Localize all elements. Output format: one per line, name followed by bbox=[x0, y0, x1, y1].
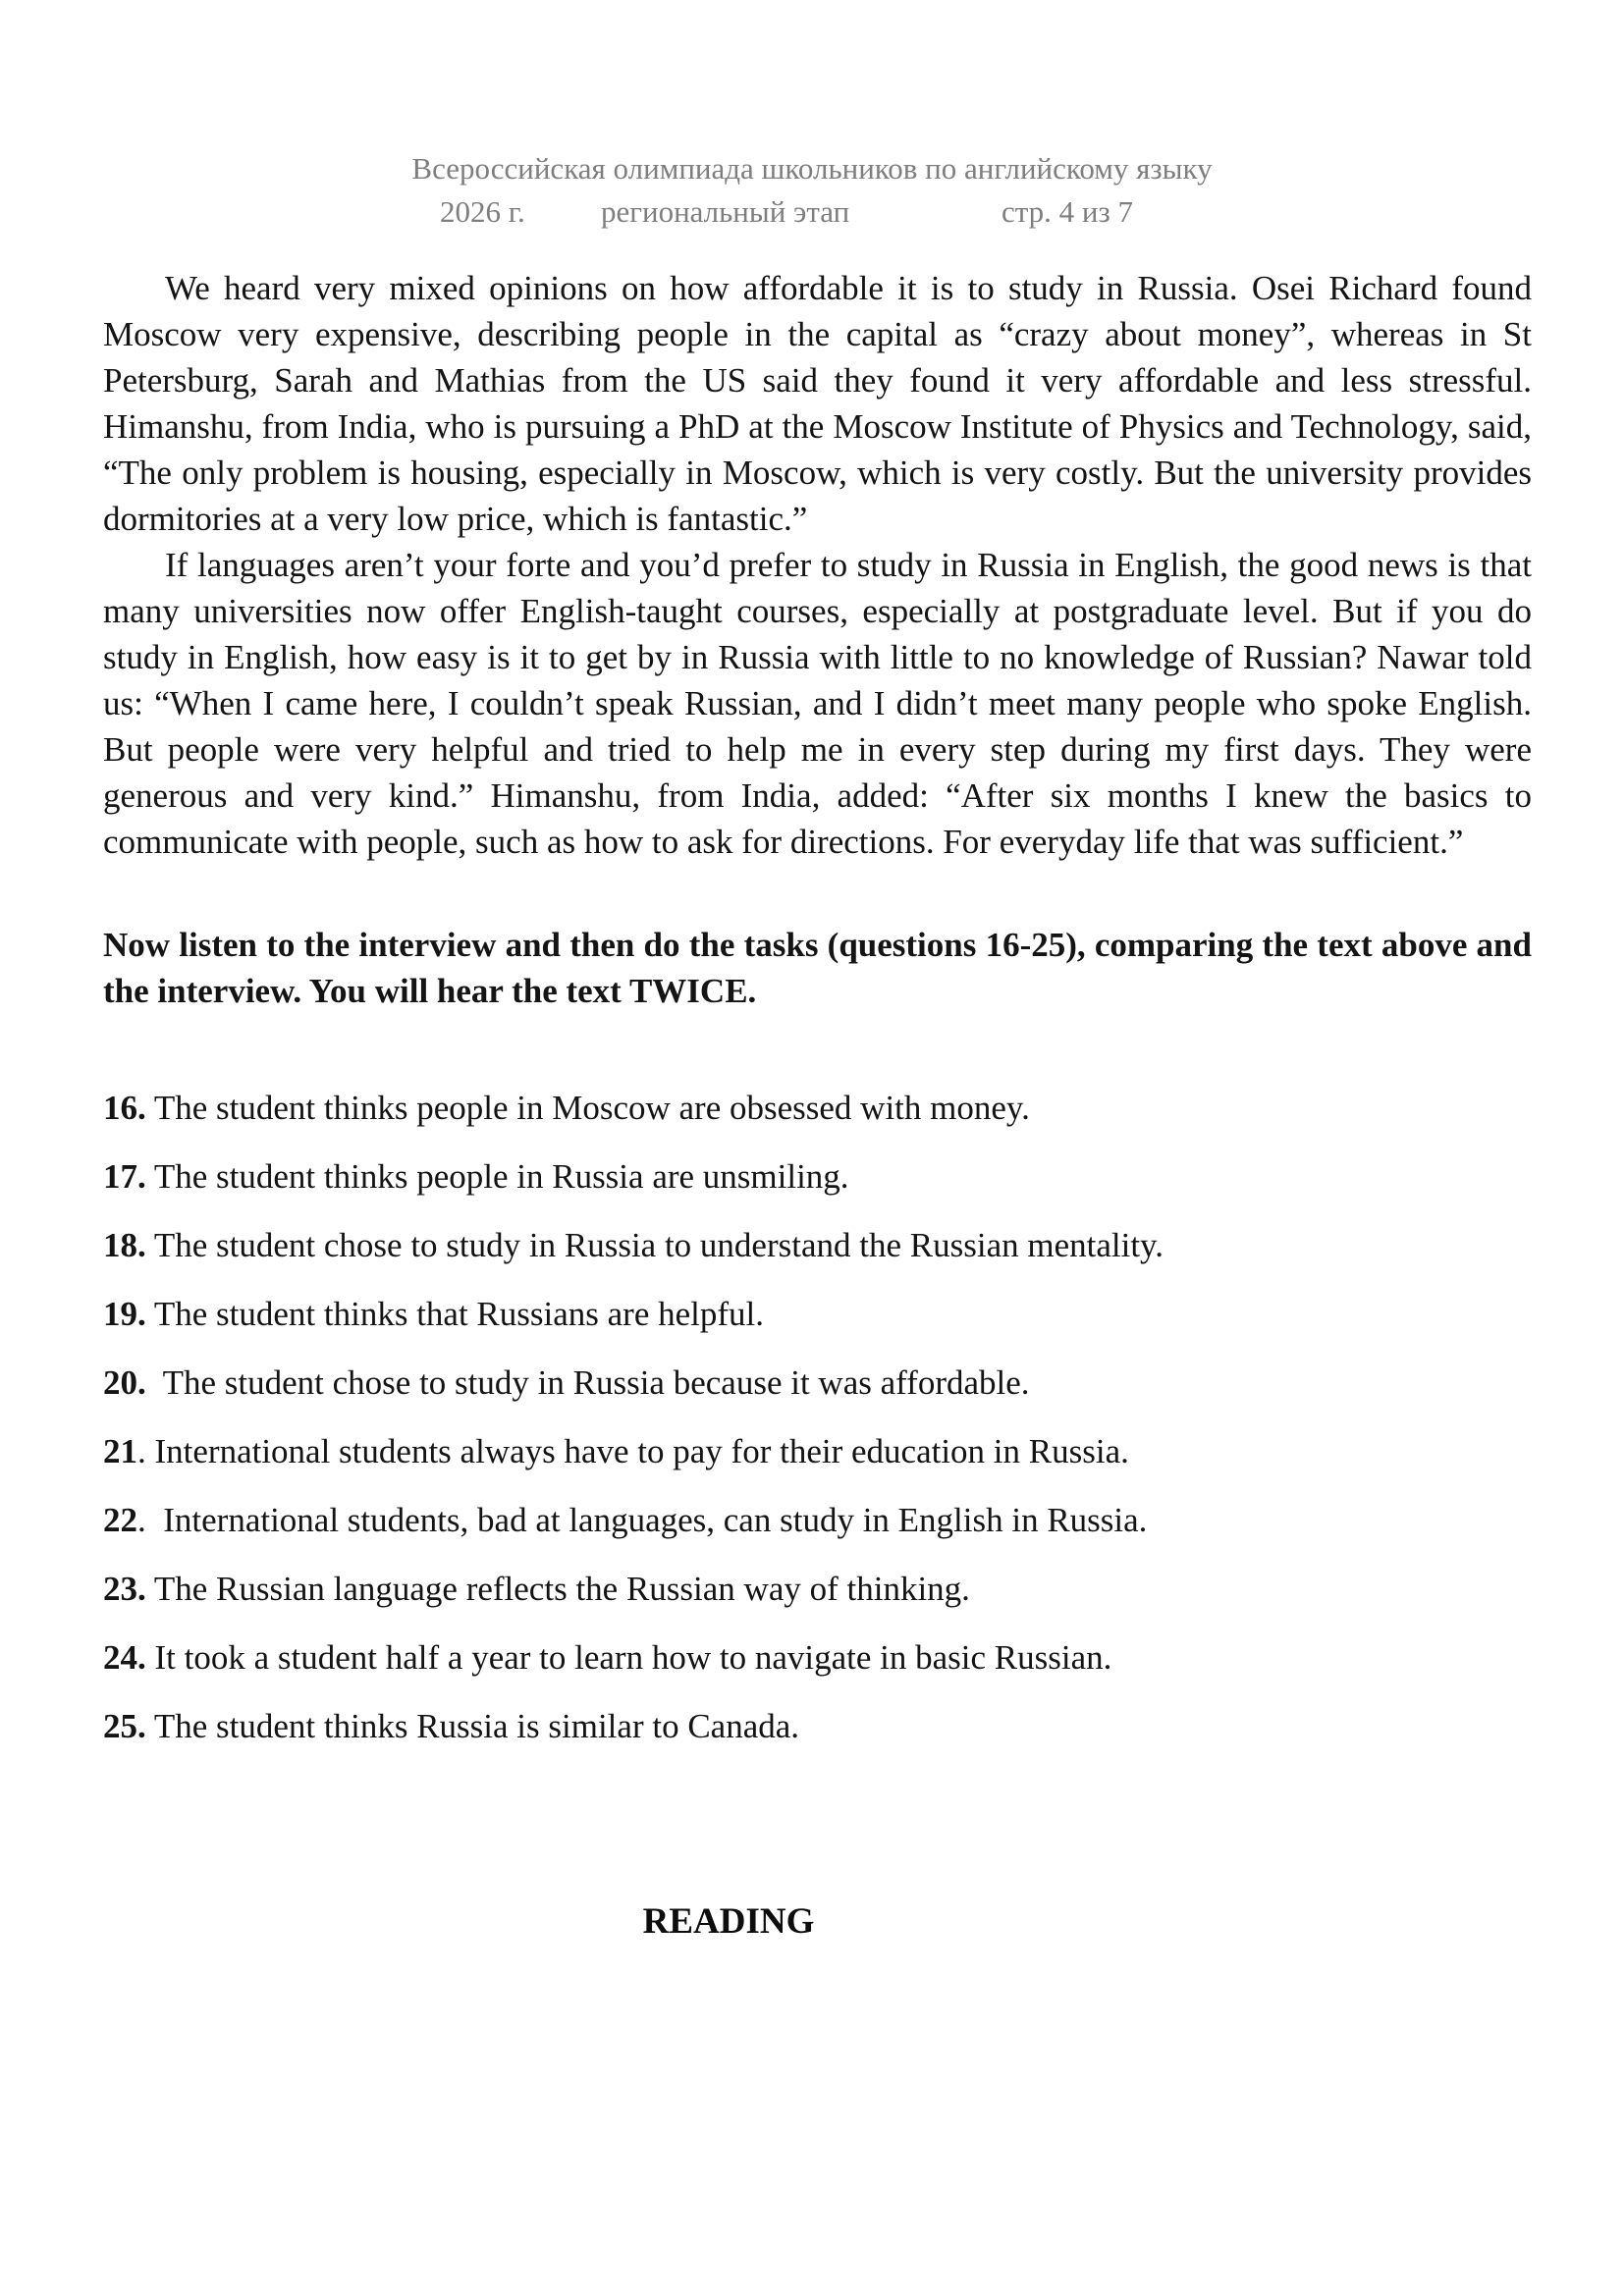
question-24-text: It took a student half a year to learn how to navigate in basic Russian. bbox=[145, 1638, 1112, 1677]
question-22 bbox=[103, 1497, 1532, 1543]
header-year: 2026 г. bbox=[440, 194, 525, 229]
question-24 bbox=[103, 1634, 1532, 1681]
question-20-text: The student chose to study in Russia because it was affordable. bbox=[145, 1363, 1030, 1402]
question-21 bbox=[103, 1428, 1532, 1474]
question-21-text: . International students always have to pay for their education in Russia. bbox=[137, 1432, 1129, 1470]
header-title: Всероссийская олимпиада школьников по английскому языку bbox=[411, 151, 1213, 186]
question-23 bbox=[103, 1566, 1532, 1612]
question-17-number: 17. bbox=[103, 1157, 146, 1196]
question-16 bbox=[103, 1085, 1532, 1131]
question-18 bbox=[103, 1222, 1532, 1268]
paragraph-opinions-affordability: We heard very mixed opinions on how affordable it is to study in Russia. Osei Richard found Moscow very expensive, describing people in the capital as “crazy about money”, whereas in St Petersburg, Sarah and Mathias from the US said they found it very affordable and less stressful. Himanshu, from India, who is pursuing a PhD at the Moscow Institute of Physics and Technology, said, “The only problem is housing, especially in Moscow, which is very costly. But the university provides dormitories at a very low price, which is fantastic.” bbox=[103, 269, 1532, 538]
header-stage: региональный этап bbox=[601, 194, 850, 229]
question-19-number: 19. bbox=[103, 1295, 146, 1333]
question-24-number: 24. bbox=[103, 1638, 146, 1677]
header-page-number: стр. 4 из 7 bbox=[1001, 194, 1134, 229]
question-19 bbox=[103, 1291, 1532, 1337]
question-25 bbox=[103, 1703, 1532, 1749]
question-25-text: The student thinks Russia is similar to Canada. bbox=[145, 1707, 800, 1745]
question-20 bbox=[103, 1360, 1532, 1406]
question-19-text: The student thinks that Russians are helpful. bbox=[145, 1295, 765, 1333]
question-25-number: 25. bbox=[103, 1707, 146, 1745]
question-21-number: 21 bbox=[103, 1432, 137, 1470]
question-23-text: The Russian language reflects the Russian way of thinking. bbox=[145, 1570, 970, 1608]
question-18-number: 18. bbox=[103, 1226, 146, 1264]
question-18-text: The student chose to study in Russia to understand the Russian mentality. bbox=[145, 1226, 1164, 1264]
question-20-number: 20. bbox=[103, 1363, 146, 1402]
listening-instruction: Now listen to the interview and then do the tasks (questions 16-25), comparing the text above and the interview. You will hear the text TWICE. bbox=[103, 926, 1532, 1010]
question-16-text: The student thinks people in Moscow are obsessed with money. bbox=[145, 1089, 1030, 1127]
question-23-number: 23. bbox=[103, 1570, 146, 1608]
questions-list bbox=[103, 1085, 1532, 1749]
header-meta-row bbox=[0, 190, 1624, 234]
paragraph-english-taught-courses: If languages aren’t your forte and you’d prefer to study in Russia in English, the good news is that many universities now offer English-taught courses, especially at postgraduate level. But if you do study in English, how easy is it to get by in Russia with little to no knowledge of Russian? Nawar told us: “When I came here, I couldn’t speak Russian, and I didn’t meet many people who spoke English. But people were very helpful and tried to help me in every step during my first days. They were generous and very kind.” Himanshu, from India, added: “After six months I knew the basics to communicate with people, such as how to ask for directions. For everyday life that was sufficient.” bbox=[103, 546, 1532, 861]
question-17 bbox=[103, 1153, 1532, 1200]
page-header bbox=[0, 0, 1624, 234]
question-17-text: The student thinks people in Russia are unsmiling. bbox=[145, 1157, 849, 1196]
section-title-reading: READING bbox=[642, 1901, 815, 1942]
question-22-text: . International students, bad at languages, can study in English in Russia. bbox=[137, 1501, 1148, 1539]
reading-text bbox=[103, 265, 1532, 865]
question-22-number: 22 bbox=[103, 1501, 137, 1539]
question-16-number: 16. bbox=[103, 1089, 146, 1127]
